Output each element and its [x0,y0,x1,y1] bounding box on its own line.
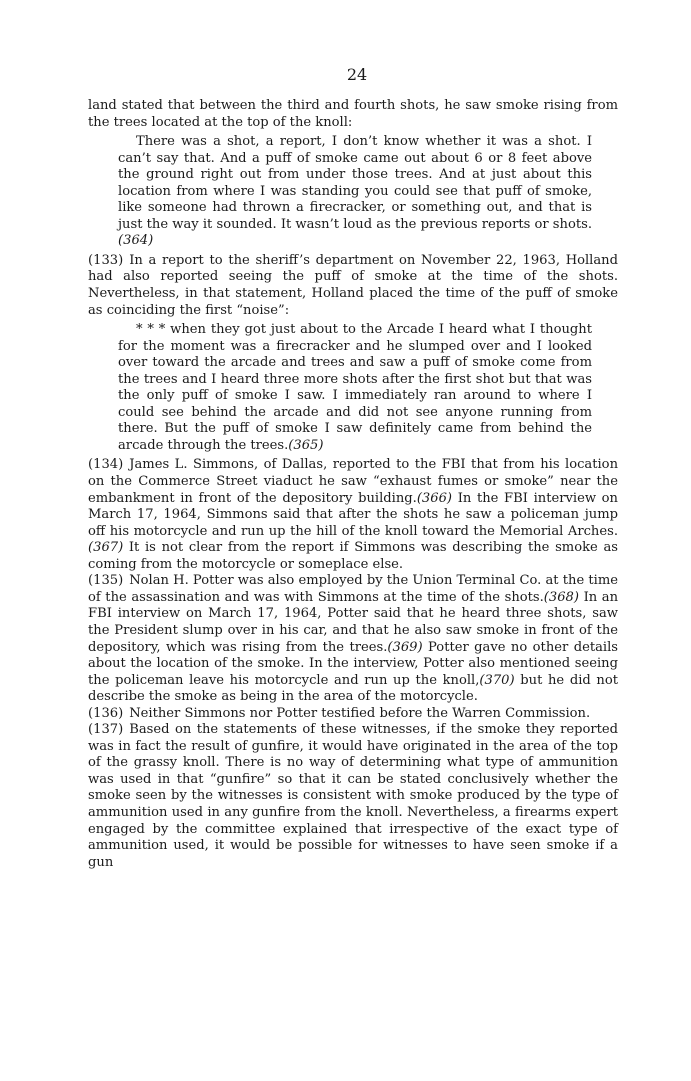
footnote-ref: (364) [118,233,154,249]
footnote-ref: (369) [387,639,423,655]
paragraph-text: Nolan H. Potter was also employed by the Union Terminal Co. at the time of the assassination and was with Simmons at the time of the shots. [88,573,618,605]
paragraph-text: Neither Simmons nor Potter testified before the Warren Commission. [129,705,591,721]
paragraph-number: (136) [88,705,124,721]
paragraph-text: In an FBI interview on March 17, 1964, Potter said that he heard three shots, saw the President slump over in his car, and that he also saw smoke in front of the depository, which was rising from the trees. [88,589,619,655]
paragraph-text: Based on the statements of these witnesses, if the smoke they reported was in fact the result of gunfire, it would have originated in the area of the top of the grassy knoll. There is no way of determining what type of ammunition was used in that “gunfire” so that it can be stated conclusively whether the smoke seen by the witnesses is consistent with smoke produced by the type of ammunition used in any gunfire from the knoll. Nevertheless, a firearms expert engaged by the committee explained that irrespective of the exact type of ammunition used, it would be possible for witnesses to have seen smoke if a gun [88,722,618,870]
quote-paragraph [118,322,592,454]
paragraph-135 [88,573,618,705]
paragraph-number: (135) [88,573,124,589]
paragraph-text: Potter gave no other details about the location of the smoke. In the interview, Potter also mentioned seeing the policeman leave his motorcycle and run up the knoll, [88,639,618,688]
holland-testimony-quote [118,134,592,250]
quote-text: * * * when they got just about to the Arcade I heard what I thought for the moment was a firecracker and he slumped over and I looked over toward the arcade and trees and saw a puff of smoke come from the trees and I heard three more shots after the first shot but that was the only puff of smoke I saw. I immediately ran around to where I could see behind the arcade and did not see anyone running from there. But the puff of smoke I saw definitely came from behind the arcade through the trees. [118,322,592,453]
footnote-ref: (367) [88,540,124,556]
paragraph-134 [88,457,618,573]
paragraph-number: (133) [88,252,124,268]
paragraph-text: but he did not describe the smoke as being in the area of the motorcycle. [88,672,618,705]
document-page [88,66,618,871]
footnote-ref: (366) [416,490,453,506]
footnote-ref: (365) [288,437,324,453]
footnote-ref: (368) [543,589,579,605]
quote-text: There was a shot, a report, I don’t know whether it was a shot. I can’t say that. And a puff of smoke came out about 6 or 8 feet above the ground right out from under those trees. And at just about this location from where I was standing you could see that puff of smoke, like someone had thrown a firecracker, or something out, and that is just the way it sounded. It wasn’t loud as the previous reports or shots. [118,134,592,232]
page-number: 24 [346,65,368,84]
quote-paragraph [118,134,592,250]
paragraph-137 [88,722,618,871]
paragraph-number: (134) [88,457,124,473]
paragraph-text: In a report to the sheriff’s department on November 22, 1963, Holland had also reported seeing the puff of smoke at the time of the shots. Nevertheless, in that statement, Holland placed the time of the puff of smoke as coinciding the first “noise”: [88,252,618,318]
footnote-ref: (370) [479,672,515,688]
paragraph-133 [88,253,618,319]
paragraph-number: (137) [88,722,124,738]
paragraph-text: It is not clear from the report if Simmons was describing the smoke as coming from the motorcycle or someplace else. [88,540,618,572]
paragraph-text: In the FBI interview on March 17, 1964, Simmons said that after the shots he saw a policeman jump off his motorcycle and run up the hill of the knoll toward the Memorial Arches. [88,490,618,539]
paragraph-text: James L. Simmons, of Dallas, reported to the FBI that from his location on the Commerce Street viaduct he saw “exhaust fumes or smoke” near the embankment in front of the depository building. [88,457,618,506]
sheriff-report-quote [118,322,592,454]
paragraph-136 [88,706,618,723]
intro-paragraph: land stated that between the third and fourth shots, he saw smoke rising from the trees located at the top of the knoll: [88,98,618,130]
